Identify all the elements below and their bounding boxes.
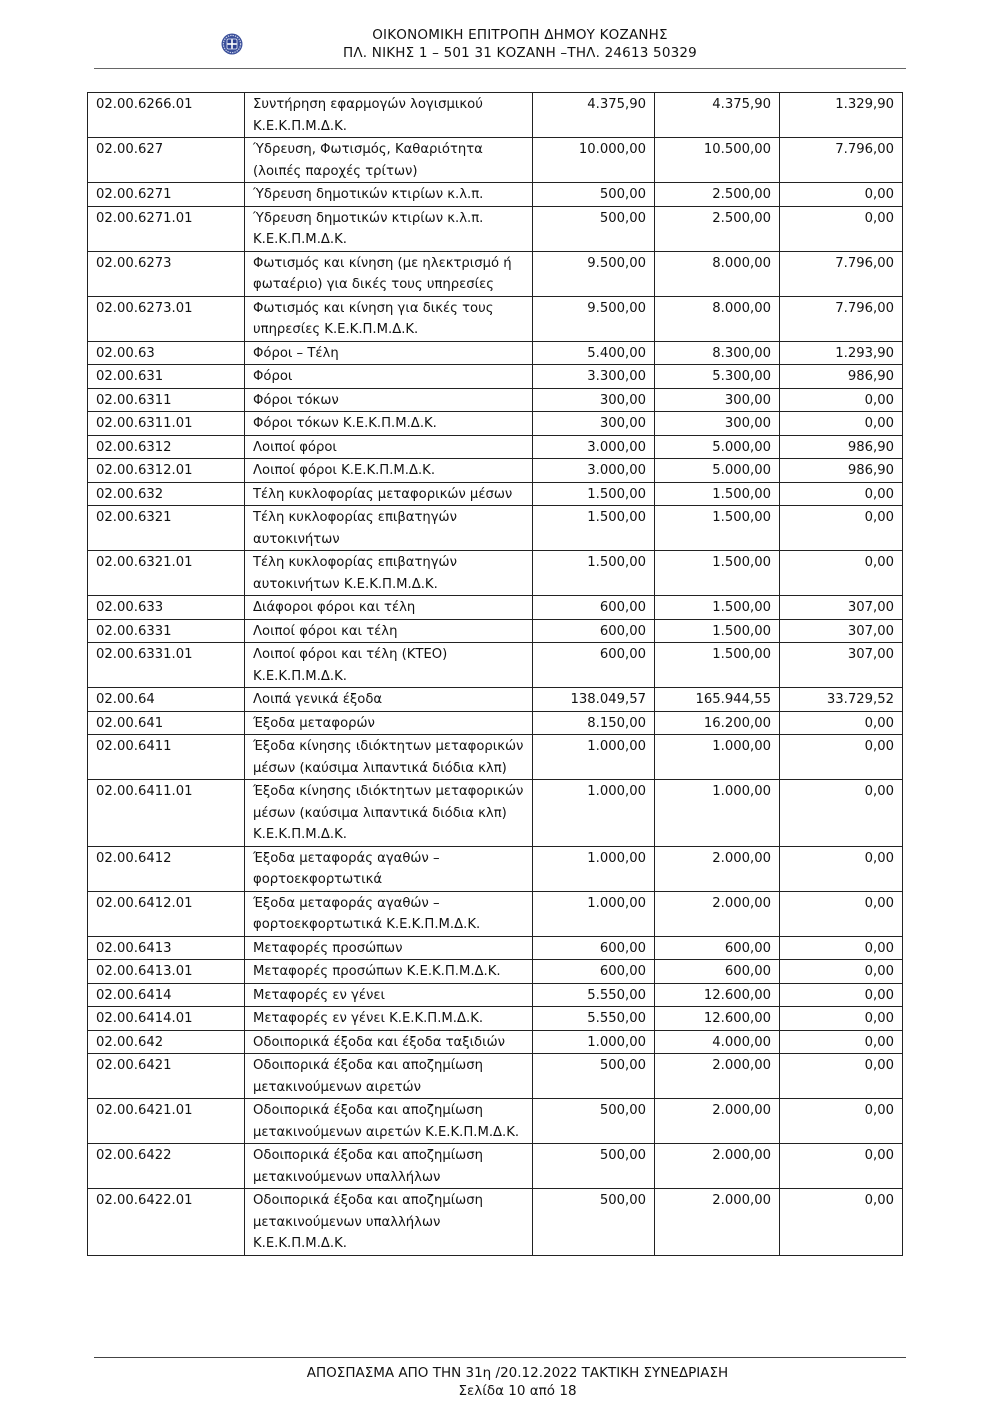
amount-1-cell: 1.500,00 (533, 482, 655, 506)
description-cell: Οδοιπορικά έξοδα και αποζημίωση μετακινούμενων αιρετών (245, 1054, 533, 1099)
table-row (88, 93, 903, 138)
amount-2-cell: 1.500,00 (655, 551, 780, 596)
amount-3-cell: 1.329,90 (780, 93, 903, 138)
amount-2-cell: 5.000,00 (655, 459, 780, 483)
amount-3-cell: 307,00 (780, 596, 903, 620)
amount-1-cell: 138.049,57 (533, 688, 655, 712)
amount-1-cell: 5.400,00 (533, 341, 655, 365)
table-row (88, 643, 903, 688)
amount-1-cell: 1.500,00 (533, 506, 655, 551)
amount-1-cell: 1.000,00 (533, 735, 655, 780)
table-row (88, 846, 903, 891)
amount-1-cell: 3.000,00 (533, 459, 655, 483)
amount-1-cell: 1.000,00 (533, 1030, 655, 1054)
account-code-cell: 02.00.6421 (88, 1054, 245, 1099)
table-row (88, 206, 903, 251)
table-row (88, 711, 903, 735)
description-cell: Μεταφορές προσώπων (245, 936, 533, 960)
amount-2-cell: 5.000,00 (655, 435, 780, 459)
table-row (88, 341, 903, 365)
account-code-cell: 02.00.6311 (88, 388, 245, 412)
description-cell: Έξοδα μεταφορών (245, 711, 533, 735)
description-cell: Έξοδα κίνησης ιδιόκτητων μεταφορικών μέσων (καύσιμα λιπαντικά διόδια κλπ) Κ.Ε.Κ.Π.Μ.Δ.Κ. (245, 780, 533, 847)
description-cell: Οδοιπορικά έξοδα και αποζημίωση μετακινούμενων υπαλλήλων (245, 1144, 533, 1189)
amount-2-cell: 2.500,00 (655, 206, 780, 251)
document-footer (0, 1364, 1000, 1400)
amount-1-cell: 5.550,00 (533, 983, 655, 1007)
table-row (88, 551, 903, 596)
account-code-cell: 02.00.63 (88, 341, 245, 365)
amount-3-cell: 0,00 (780, 960, 903, 984)
amount-1-cell: 300,00 (533, 388, 655, 412)
amount-1-cell: 300,00 (533, 412, 655, 436)
amount-3-cell: 0,00 (780, 206, 903, 251)
description-cell: Λοιποί φόροι και τέλη (ΚΤΕΟ) Κ.Ε.Κ.Π.Μ.Δ.Κ. (245, 643, 533, 688)
header-divider (94, 68, 906, 69)
description-cell: Μεταφορές προσώπων Κ.Ε.Κ.Π.Μ.Δ.Κ. (245, 960, 533, 984)
description-cell: Μεταφορές εν γένει (245, 983, 533, 1007)
table-row (88, 1144, 903, 1189)
amount-3-cell: 0,00 (780, 412, 903, 436)
description-cell: Φόροι τόκων Κ.Ε.Κ.Π.Μ.Δ.Κ. (245, 412, 533, 436)
description-cell: Έξοδα μεταφοράς αγαθών – φορτοεκφορτωτικά (245, 846, 533, 891)
table-row (88, 1099, 903, 1144)
account-code-cell: 02.00.6413.01 (88, 960, 245, 984)
account-code-cell: 02.00.6422 (88, 1144, 245, 1189)
amount-2-cell: 1.000,00 (655, 780, 780, 847)
description-cell: Τέλη κυκλοφορίας επιβατηγών αυτοκινήτων (245, 506, 533, 551)
amount-3-cell: 0,00 (780, 1189, 903, 1256)
table-row (88, 506, 903, 551)
description-cell: Τέλη κυκλοφορίας επιβατηγών αυτοκινήτων Κ.Ε.Κ.Π.Μ.Δ.Κ. (245, 551, 533, 596)
amount-3-cell: 0,00 (780, 1054, 903, 1099)
amount-2-cell: 12.600,00 (655, 1007, 780, 1031)
account-code-cell: 02.00.6312.01 (88, 459, 245, 483)
amount-2-cell: 1.500,00 (655, 643, 780, 688)
amount-2-cell: 4.375,90 (655, 93, 780, 138)
amount-1-cell: 4.375,90 (533, 93, 655, 138)
amount-3-cell: 7.796,00 (780, 138, 903, 183)
amount-1-cell: 600,00 (533, 643, 655, 688)
amount-3-cell: 986,90 (780, 435, 903, 459)
amount-2-cell: 1.500,00 (655, 482, 780, 506)
amount-3-cell: 0,00 (780, 506, 903, 551)
amount-2-cell: 2.000,00 (655, 846, 780, 891)
amount-3-cell: 1.293,90 (780, 341, 903, 365)
amount-1-cell: 9.500,00 (533, 251, 655, 296)
amount-1-cell: 1.000,00 (533, 780, 655, 847)
amount-2-cell: 2.000,00 (655, 891, 780, 936)
table-row (88, 1054, 903, 1099)
amount-2-cell: 300,00 (655, 412, 780, 436)
amount-3-cell: 0,00 (780, 936, 903, 960)
amount-3-cell: 0,00 (780, 482, 903, 506)
account-code-cell: 02.00.6411.01 (88, 780, 245, 847)
table-row (88, 435, 903, 459)
account-code-cell: 02.00.6266.01 (88, 93, 245, 138)
amount-3-cell: 0,00 (780, 1099, 903, 1144)
amount-2-cell: 2.000,00 (655, 1189, 780, 1256)
amount-3-cell: 986,90 (780, 459, 903, 483)
table-row (88, 365, 903, 389)
document-header (0, 26, 1000, 62)
description-cell: Ύδρευση δημοτικών κτιρίων κ.λ.π. (245, 183, 533, 207)
amount-3-cell: 7.796,00 (780, 251, 903, 296)
table-row (88, 960, 903, 984)
table-row (88, 296, 903, 341)
amount-1-cell: 500,00 (533, 1099, 655, 1144)
description-cell: Ύδρευση, Φωτισμός, Καθαριότητα (λοιπές παροχές τρίτων) (245, 138, 533, 183)
table-row (88, 482, 903, 506)
account-code-cell: 02.00.632 (88, 482, 245, 506)
description-cell: Λοιπά γενικά έξοδα (245, 688, 533, 712)
amount-1-cell: 500,00 (533, 1144, 655, 1189)
amount-3-cell: 0,00 (780, 780, 903, 847)
amount-2-cell: 8.300,00 (655, 341, 780, 365)
amount-2-cell: 16.200,00 (655, 711, 780, 735)
description-cell: Λοιποί φόροι (245, 435, 533, 459)
table-row (88, 983, 903, 1007)
description-cell: Έξοδα κίνησης ιδιόκτητων μεταφορικών μέσων (καύσιμα λιπαντικά διόδια κλπ) (245, 735, 533, 780)
account-code-cell: 02.00.6422.01 (88, 1189, 245, 1256)
account-code-cell: 02.00.6271.01 (88, 206, 245, 251)
account-code-cell: 02.00.6414.01 (88, 1007, 245, 1031)
amount-2-cell: 12.600,00 (655, 983, 780, 1007)
amount-3-cell: 0,00 (780, 711, 903, 735)
account-code-cell: 02.00.6413 (88, 936, 245, 960)
description-cell: Τέλη κυκλοφορίας μεταφορικών μέσων (245, 482, 533, 506)
amount-3-cell: 0,00 (780, 388, 903, 412)
table-row (88, 891, 903, 936)
budget-table (87, 92, 903, 1256)
amount-2-cell: 5.300,00 (655, 365, 780, 389)
account-code-cell: 02.00.6331.01 (88, 643, 245, 688)
amount-1-cell: 500,00 (533, 1054, 655, 1099)
description-cell: Φωτισμός και κίνηση για δικές τους υπηρεσίες Κ.Ε.Κ.Π.Μ.Δ.Κ. (245, 296, 533, 341)
amount-1-cell: 1.000,00 (533, 846, 655, 891)
account-code-cell: 02.00.6412 (88, 846, 245, 891)
table-row (88, 1007, 903, 1031)
amount-1-cell: 600,00 (533, 596, 655, 620)
amount-3-cell: 0,00 (780, 891, 903, 936)
description-cell: Φωτισμός και κίνηση (με ηλεκτρισμό ή φωταέριο) για δικές τους υπηρεσίες (245, 251, 533, 296)
amount-1-cell: 600,00 (533, 960, 655, 984)
table-row (88, 596, 903, 620)
account-code-cell: 02.00.6414 (88, 983, 245, 1007)
amount-2-cell: 1.500,00 (655, 506, 780, 551)
amount-2-cell: 1.500,00 (655, 596, 780, 620)
header-organization: ΟΙΚΟΝΟΜΙΚΗ ΕΠΙΤΡΟΠΗ ΔΗΜΟΥ ΚΟΖΑΝΗΣ (372, 27, 668, 43)
description-cell: Λοιποί φόροι Κ.Ε.Κ.Π.Μ.Δ.Κ. (245, 459, 533, 483)
table-row (88, 619, 903, 643)
table-row (88, 412, 903, 436)
amount-1-cell: 1.000,00 (533, 891, 655, 936)
table-row (88, 936, 903, 960)
amount-2-cell: 8.000,00 (655, 296, 780, 341)
amount-1-cell: 600,00 (533, 619, 655, 643)
amount-1-cell: 5.550,00 (533, 1007, 655, 1031)
description-cell: Οδοιπορικά έξοδα και αποζημίωση μετακινούμενων υπαλλήλων Κ.Ε.Κ.Π.Μ.Δ.Κ. (245, 1189, 533, 1256)
amount-1-cell: 500,00 (533, 1189, 655, 1256)
amount-3-cell: 0,00 (780, 735, 903, 780)
account-code-cell: 02.00.633 (88, 596, 245, 620)
account-code-cell: 02.00.627 (88, 138, 245, 183)
amount-2-cell: 600,00 (655, 960, 780, 984)
amount-2-cell: 4.000,00 (655, 1030, 780, 1054)
amount-2-cell: 8.000,00 (655, 251, 780, 296)
amount-1-cell: 10.000,00 (533, 138, 655, 183)
table-row (88, 1030, 903, 1054)
amount-2-cell: 10.500,00 (655, 138, 780, 183)
account-code-cell: 02.00.6311.01 (88, 412, 245, 436)
header-address: ΠΛ. ΝΙΚΗΣ 1 – 501 31 ΚΟΖΑΝΗ –ΤΗΛ. 24613 50329 (343, 45, 697, 61)
amount-1-cell: 600,00 (533, 936, 655, 960)
amount-1-cell: 500,00 (533, 183, 655, 207)
amount-1-cell: 3.300,00 (533, 365, 655, 389)
description-cell: Οδοιπορικά έξοδα και έξοδα ταξιδιών (245, 1030, 533, 1054)
account-code-cell: 02.00.641 (88, 711, 245, 735)
description-cell: Έξοδα μεταφοράς αγαθών – φορτοεκφορτωτικά Κ.Ε.Κ.Π.Μ.Δ.Κ. (245, 891, 533, 936)
table-row (88, 780, 903, 847)
amount-3-cell: 0,00 (780, 183, 903, 207)
account-code-cell: 02.00.6321.01 (88, 551, 245, 596)
amount-2-cell: 1.000,00 (655, 735, 780, 780)
amount-1-cell: 9.500,00 (533, 296, 655, 341)
amount-2-cell: 165.944,55 (655, 688, 780, 712)
table-row (88, 688, 903, 712)
amount-3-cell: 0,00 (780, 1030, 903, 1054)
amount-3-cell: 0,00 (780, 983, 903, 1007)
account-code-cell: 02.00.642 (88, 1030, 245, 1054)
description-cell: Διάφοροι φόροι και τέλη (245, 596, 533, 620)
description-cell: Οδοιπορικά έξοδα και αποζημίωση μετακινούμενων αιρετών Κ.Ε.Κ.Π.Μ.Δ.Κ. (245, 1099, 533, 1144)
page-number: Σελίδα 10 από 18 (458, 1383, 577, 1399)
description-cell: Λοιποί φόροι και τέλη (245, 619, 533, 643)
account-code-cell: 02.00.6331 (88, 619, 245, 643)
account-code-cell: 02.00.6412.01 (88, 891, 245, 936)
amount-2-cell: 300,00 (655, 388, 780, 412)
amount-2-cell: 1.500,00 (655, 619, 780, 643)
amount-3-cell: 0,00 (780, 1007, 903, 1031)
description-cell: Φόροι (245, 365, 533, 389)
account-code-cell: 02.00.631 (88, 365, 245, 389)
amount-2-cell: 2.000,00 (655, 1099, 780, 1144)
table-row (88, 1189, 903, 1256)
account-code-cell: 02.00.6312 (88, 435, 245, 459)
amount-1-cell: 500,00 (533, 206, 655, 251)
amount-3-cell: 33.729,52 (780, 688, 903, 712)
footer-meeting-reference: ΑΠΟΣΠΑΣΜΑ ΑΠΟ ΤΗΝ 31η /20.12.2022 ΤΑΚΤΙΚΗ ΣΥΝΕΔΡΙΑΣΗ (306, 1365, 729, 1381)
table-row (88, 138, 903, 183)
account-code-cell: 02.00.6271 (88, 183, 245, 207)
account-code-cell: 02.00.6273.01 (88, 296, 245, 341)
amount-3-cell: 0,00 (780, 1144, 903, 1189)
amount-2-cell: 2.000,00 (655, 1054, 780, 1099)
amount-3-cell: 0,00 (780, 846, 903, 891)
description-cell: Ύδρευση δημοτικών κτιρίων κ.λ.π. Κ.Ε.Κ.Π.Μ.Δ.Κ. (245, 206, 533, 251)
amount-2-cell: 2.500,00 (655, 183, 780, 207)
account-code-cell: 02.00.6411 (88, 735, 245, 780)
description-cell: Μεταφορές εν γένει Κ.Ε.Κ.Π.Μ.Δ.Κ. (245, 1007, 533, 1031)
budget-table-body (88, 93, 903, 1256)
amount-3-cell: 0,00 (780, 551, 903, 596)
amount-3-cell: 307,00 (780, 643, 903, 688)
table-row (88, 459, 903, 483)
amount-2-cell: 600,00 (655, 936, 780, 960)
amount-1-cell: 1.500,00 (533, 551, 655, 596)
account-code-cell: 02.00.64 (88, 688, 245, 712)
account-code-cell: 02.00.6273 (88, 251, 245, 296)
account-code-cell: 02.00.6321 (88, 506, 245, 551)
table-row (88, 735, 903, 780)
amount-1-cell: 3.000,00 (533, 435, 655, 459)
description-cell: Συντήρηση εφαρμογών λογισμικού Κ.Ε.Κ.Π.Μ.Δ.Κ. (245, 93, 533, 138)
footer-divider (94, 1357, 906, 1358)
description-cell: Φόροι – Τέλη (245, 341, 533, 365)
amount-3-cell: 7.796,00 (780, 296, 903, 341)
account-code-cell: 02.00.6421.01 (88, 1099, 245, 1144)
table-row (88, 183, 903, 207)
amount-2-cell: 2.000,00 (655, 1144, 780, 1189)
amount-1-cell: 8.150,00 (533, 711, 655, 735)
amount-3-cell: 307,00 (780, 619, 903, 643)
description-cell: Φόροι τόκων (245, 388, 533, 412)
amount-3-cell: 986,90 (780, 365, 903, 389)
table-row (88, 251, 903, 296)
table-row (88, 388, 903, 412)
